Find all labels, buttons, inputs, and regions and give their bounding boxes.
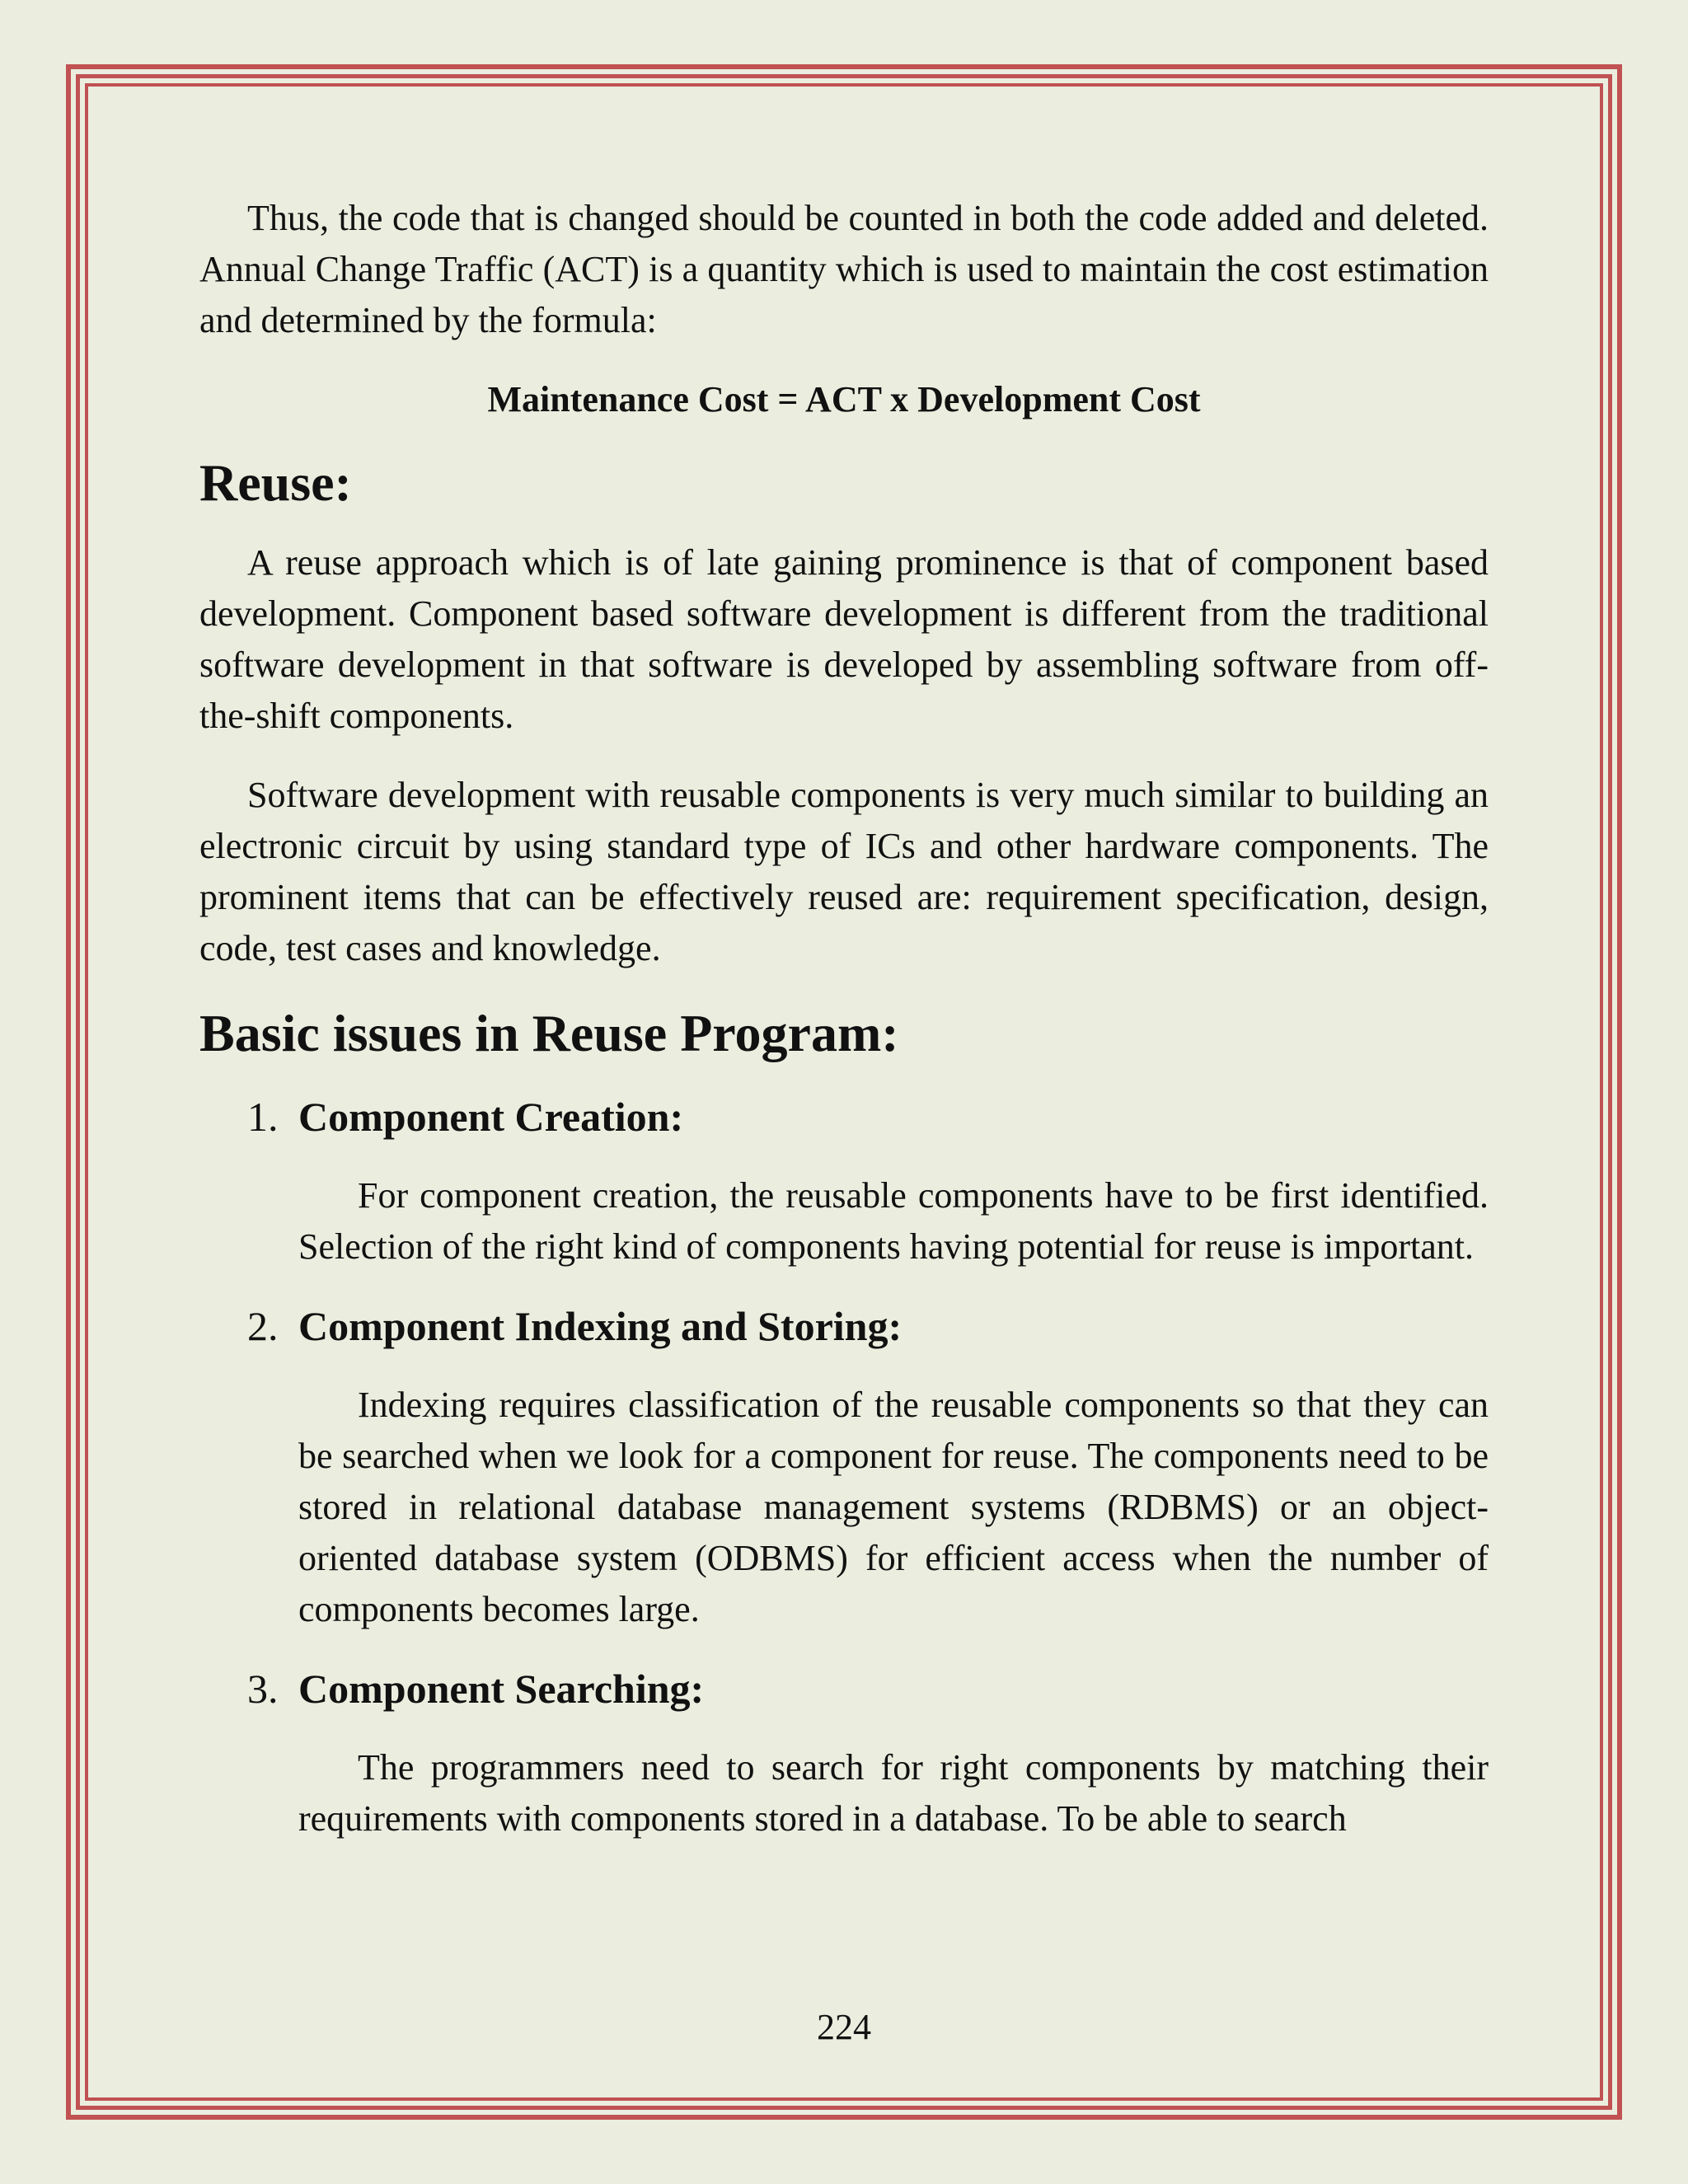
- list-item-text: For component creation, the reusable components have to be first identified. Selection of the right kind of components having potential for reuse is important.: [298, 1175, 1489, 1267]
- intro-paragraph: Thus, the code that is changed should be counted in both the code added and deleted. Annual Change Traffic (ACT) is a quantity which is used to maintain the cost estimation and determined by the formula:: [199, 198, 1489, 340]
- issues-list: [199, 1088, 1489, 1844]
- reuse-paragraph-1: A reuse approach which is of late gaining prominence is that of component based development. Component based software development is different from the traditional software development in that software is developed by assembling software from off-the-shift components.: [199, 542, 1489, 736]
- reuse-paragraph-2: Software development with reusable components is very much similar to building an electronic circuit by using standard type of ICs and other hardware components. The prominent items that can be effectively reused are: requirement specification, design, code, test cases and knowledge.: [199, 775, 1489, 968]
- list-item: [199, 1297, 1489, 1635]
- page-content: [199, 193, 1489, 1869]
- list-item-text: Indexing requires classification of the reusable components so that they can be searched when we look for a component for reuse. The components need to be stored in relational database management systems (RDBMS) or an object-oriented database system (ODBMS) for efficient access when the number of components becomes large.: [298, 1385, 1489, 1629]
- list-item-number: 3.: [247, 1666, 279, 1712]
- page-number: 224: [817, 2007, 871, 2047]
- list-item-number: 1.: [247, 1094, 279, 1140]
- list-item-title: Component Creation:: [298, 1094, 684, 1140]
- basic-issues-heading: Basic issues in Reuse Program:: [199, 1004, 899, 1062]
- list-item-text: The programmers need to search for right components by matching their requirements with components stored in a database. To be able to search: [298, 1747, 1489, 1839]
- maintenance-cost-formula: Maintenance Cost = ACT x Development Cost: [487, 379, 1201, 419]
- list-item-title: Component Searching:: [298, 1666, 705, 1712]
- list-item: [199, 1660, 1489, 1844]
- list-item: [199, 1088, 1489, 1272]
- reuse-heading: Reuse:: [199, 453, 352, 512]
- list-item-number: 2.: [247, 1303, 279, 1349]
- list-item-title: Component Indexing and Storing:: [298, 1303, 903, 1349]
